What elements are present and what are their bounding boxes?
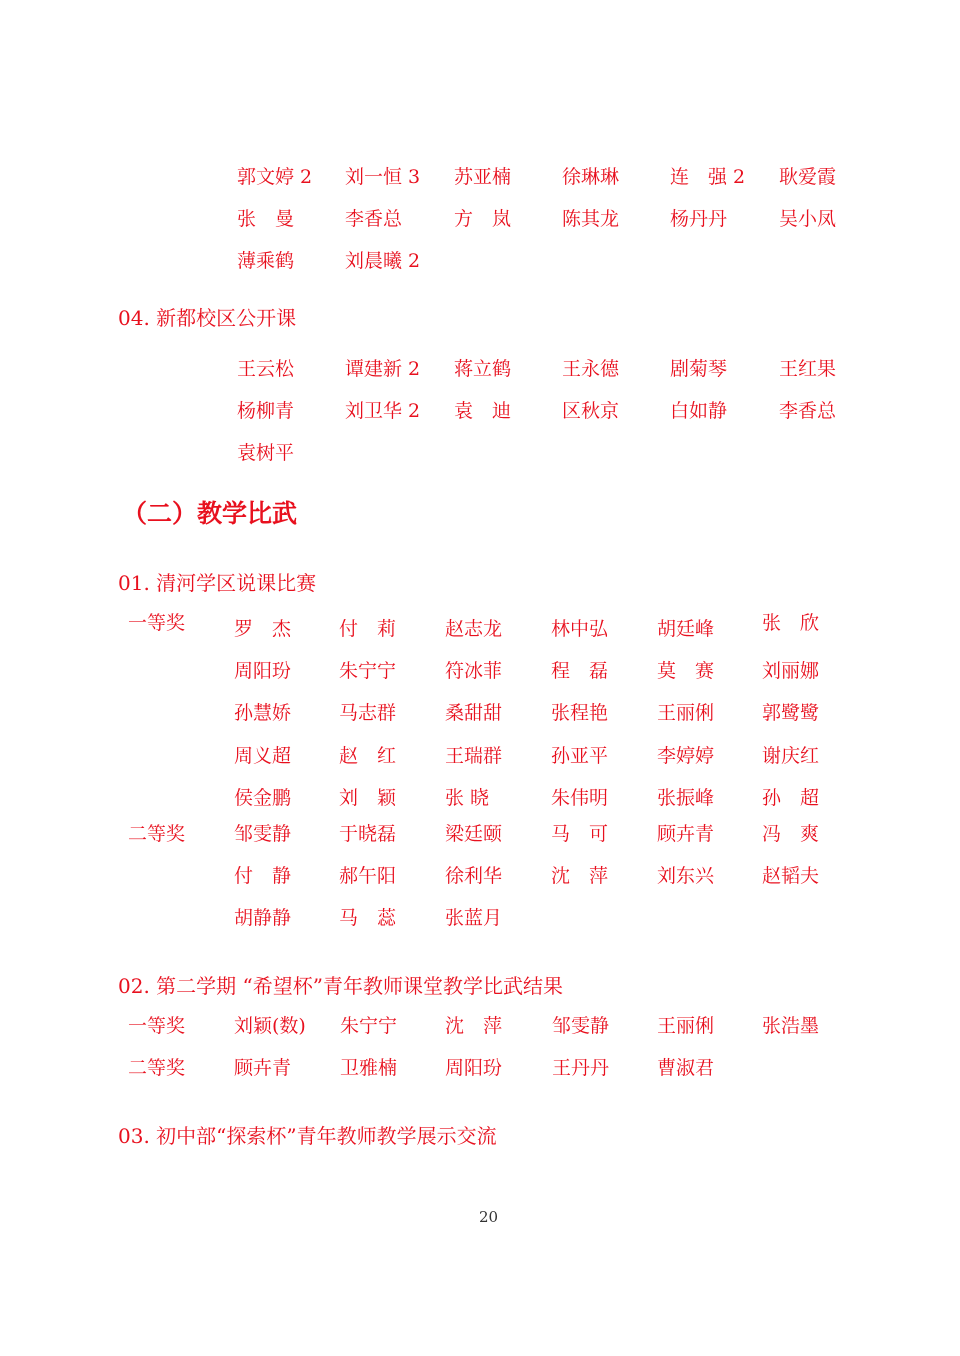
teacher-name: 区秋京 [562, 400, 620, 422]
teacher-name: 孙亚平 [551, 745, 609, 767]
heading-01-qinghe-contest: 01. 清河学区说课比赛 [118, 571, 317, 595]
teacher-name: 胡静静 [234, 907, 292, 929]
teacher-name: 梁廷颐 [445, 823, 503, 845]
teacher-name: 李香总 [779, 400, 837, 422]
teacher-name: 张蓝月 [445, 907, 503, 929]
teacher-name: 张 欣 [762, 612, 820, 634]
teacher-name: 张 晓 [445, 787, 490, 809]
teacher-name: 周阳玢 [445, 1057, 503, 1079]
teacher-name: 刘东兴 [657, 865, 715, 887]
teacher-name: 刘卫华 2 [345, 400, 421, 422]
teacher-name: 付 静 [234, 865, 292, 887]
teacher-name: 陈其龙 [562, 208, 620, 230]
teacher-name: 周阳玢 [234, 660, 292, 682]
teacher-name: 沈 萍 [445, 1015, 503, 1037]
teacher-name: 张浩墨 [762, 1015, 820, 1037]
teacher-name: 赵 红 [339, 745, 397, 767]
teacher-name: 马 可 [551, 823, 609, 845]
teacher-name: 胡廷峰 [657, 618, 715, 640]
teacher-name: 冯 爽 [762, 823, 820, 845]
teacher-name: 王丹丹 [552, 1057, 610, 1079]
teacher-name: 刘颖(数) [234, 1015, 306, 1037]
teacher-name: 曹淑君 [657, 1057, 715, 1079]
teacher-name: 杨丹丹 [670, 208, 728, 230]
teacher-name: 谭建新 2 [345, 358, 421, 380]
teacher-name: 王永德 [562, 358, 620, 380]
heading-04-open-class: 04. 新都校区公开课 [118, 306, 297, 330]
teacher-name: 薄乘鹤 [237, 250, 295, 272]
teacher-name: 顾卉青 [234, 1057, 292, 1079]
teacher-name: 孙 超 [762, 787, 820, 809]
teacher-name: 刘 颖 [339, 787, 397, 809]
teacher-name: 袁树平 [237, 442, 295, 464]
teacher-name: 朱伟明 [551, 787, 609, 809]
teacher-name: 侯金鹏 [234, 787, 292, 809]
page-number: 20 [479, 1208, 499, 1226]
heading-02-hope-cup: 02. 第二学期 “希望杯”青年教师课堂教学比武结果 [118, 974, 563, 998]
teacher-name: 谢庆红 [762, 745, 820, 767]
teacher-name: 罗 杰 [234, 618, 292, 640]
teacher-name: 林中弘 [551, 618, 609, 640]
award-label-first: 一等奖 [128, 1015, 186, 1037]
teacher-name: 付 莉 [339, 618, 397, 640]
award-label-second: 二等奖 [128, 1057, 186, 1079]
teacher-name: 王丽俐 [657, 702, 715, 724]
teacher-name: 朱宁宁 [339, 660, 397, 682]
teacher-name: 苏亚楠 [454, 166, 512, 188]
teacher-name: 剧菊琴 [670, 358, 728, 380]
award-label-first: 一等奖 [128, 612, 186, 634]
teacher-name: 李婷婷 [657, 745, 715, 767]
award-label-second: 二等奖 [128, 823, 186, 845]
teacher-name: 符冰菲 [445, 660, 503, 682]
teacher-name: 徐利华 [445, 865, 503, 887]
teacher-name: 张程艳 [551, 702, 609, 724]
teacher-name: 郭文婷 2 [237, 166, 313, 188]
teacher-name: 马 蕊 [339, 907, 397, 929]
teacher-name: 邹雯静 [552, 1015, 610, 1037]
teacher-name: 方 岚 [454, 208, 512, 230]
teacher-name: 徐琳琳 [562, 166, 620, 188]
teacher-name: 袁 迪 [454, 400, 512, 422]
section-title-teaching-competition: （二）教学比武 [122, 499, 298, 528]
teacher-name: 朱宁宁 [340, 1015, 398, 1037]
teacher-name: 张 曼 [237, 208, 295, 230]
teacher-name: 邹雯静 [234, 823, 292, 845]
teacher-name: 王瑞群 [445, 745, 503, 767]
teacher-name: 刘晨曦 2 [345, 250, 421, 272]
teacher-name: 马志群 [339, 702, 397, 724]
teacher-name: 周义超 [234, 745, 292, 767]
teacher-name: 王红果 [779, 358, 837, 380]
teacher-name: 杨柳青 [237, 400, 295, 422]
teacher-name: 顾卉青 [657, 823, 715, 845]
teacher-name: 王丽俐 [657, 1015, 715, 1037]
teacher-name: 连 强 2 [670, 166, 746, 188]
teacher-name: 赵韬夫 [762, 865, 820, 887]
teacher-name: 桑甜甜 [445, 702, 503, 724]
teacher-name: 耿爱霞 [779, 166, 837, 188]
teacher-name: 刘一恒 3 [345, 166, 421, 188]
teacher-name: 吴小凤 [779, 208, 837, 230]
teacher-name: 张振峰 [657, 787, 715, 809]
teacher-name: 王云松 [237, 358, 295, 380]
teacher-name: 程 磊 [551, 660, 609, 682]
teacher-name: 刘丽娜 [762, 660, 820, 682]
teacher-name: 沈 萍 [551, 865, 609, 887]
heading-03-explore-cup: 03. 初中部“探索杯”青年教师教学展示交流 [118, 1124, 497, 1148]
teacher-name: 赵志龙 [445, 618, 503, 640]
teacher-name: 李香总 [345, 208, 403, 230]
teacher-name: 郭鹭鹭 [762, 702, 820, 724]
teacher-name: 蒋立鹤 [454, 358, 512, 380]
teacher-name: 于晓磊 [339, 823, 397, 845]
teacher-name: 孙慧娇 [234, 702, 292, 724]
teacher-name: 白如静 [670, 400, 728, 422]
teacher-name: 卫雅楠 [340, 1057, 398, 1079]
teacher-name: 莫 赛 [657, 660, 715, 682]
teacher-name: 郝午阳 [339, 865, 397, 887]
